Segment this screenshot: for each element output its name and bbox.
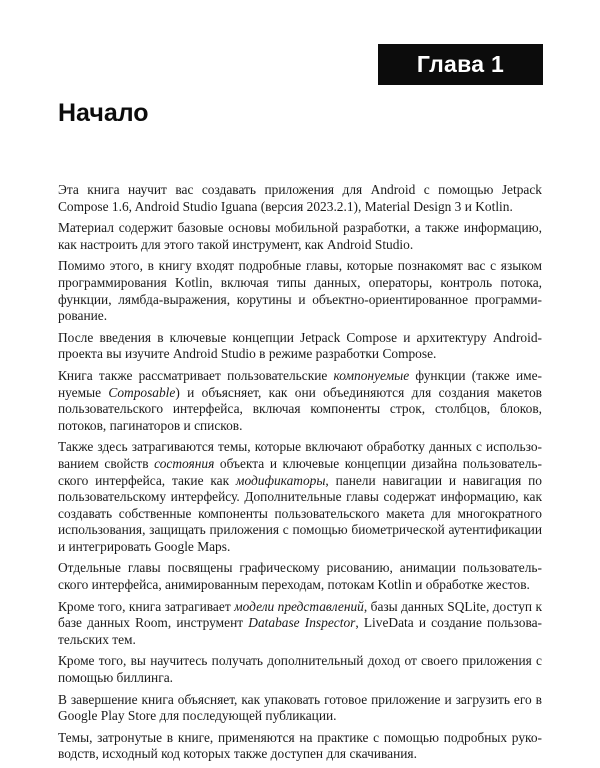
paragraph-state-part3: , панели навигации и навигация по пользовательскому интерфейсу. Дополнительные главы содержат информацию, как создавать собственные компоненты пользовательского макета для многократного использования, защищать приложения с помощью биометрической аутентификации и интегрировать Google Maps. (58, 472, 542, 554)
chapter-label: Глава 1 (378, 44, 543, 85)
paragraph-viewmodels-part3: , LiveData и создание пользовательских тем. (58, 615, 543, 647)
paragraph-intro: Эта книга научит вас создавать приложения для Android с помощью Jetpack Compose 1.6, Android Studio Iguana (версия 2023.2.1), Material Design 3 и Kotlin. (58, 182, 542, 214)
paragraph-state-part2: объекта и ключевые концепции дизайна пользовательского интерфейса, такие как (58, 455, 542, 488)
paragraph-state-part1: Также здесь затрагиваются темы, которые включают обработку данных с использованием свойств (58, 439, 542, 471)
paragraph-viewmodels-part1: Кроме того, книга затрагивает (58, 598, 235, 614)
term-modifiers: модификаторы (235, 472, 326, 488)
term-state: состояния (154, 455, 215, 471)
paragraph-composables-part3: ) и объясняет, как они объединяются для создания макетов пользовательского интерфейса, включая компоненты строк, столбцов, блоков, потоков, пагинаторов и списков. (58, 384, 543, 433)
term-composable-ru: компонуемые (333, 367, 410, 383)
term-database-inspector: Database Inspector (248, 615, 356, 631)
paragraph-composables (58, 368, 542, 434)
paragraph-composables-part2: функции (также именуемые (58, 367, 543, 400)
paragraph-publishing: В завершение книга объясняет, как упаковать готовое приложение и загрузить его в Google Play Store для последующей публикации. (58, 691, 542, 724)
paragraph-tutorials: Темы, затронутые в книге, применяются на практике с помощью подробных руководств, исходный код которых также доступен для скачивания. (58, 729, 542, 762)
paragraph-viewmodels-part2: , базы данных SQLite, доступ к базе данных Room, инструмент (58, 598, 542, 631)
paragraph-kotlin: Помимо этого, в книгу входят подробные главы, которые познакомят вас с языком программирования Kotlin, включая типы данных, операторы, контроль потока, функции, лямбда-выражения, корутины и объектно-ориентированное программирование. (58, 258, 542, 324)
term-composable-en: Composable (108, 384, 176, 400)
paragraph-graphics: Отдельные главы посвящены графическому рисованию, анимации пользовательского интерфейса, анимированным переходам, потокам Kotlin и обработке жестов. (58, 560, 542, 593)
paragraph-state (58, 439, 542, 555)
paragraph-billing: Кроме того, вы научитесь получать дополнительный доход от своего приложения с помощью биллинга. (58, 653, 542, 686)
paragraph-compose-intro: После введения в ключевые концепции Jetpack Compose и архитектуру Android-проекта вы изучите Android Studio в режиме разработки Compose. (58, 329, 542, 362)
body-text (58, 182, 542, 768)
term-viewmodels: модели представлений (234, 598, 364, 614)
paragraph-viewmodels (58, 599, 542, 649)
paragraph-material: Материал содержит базовые основы мобильной разработки, а также информацию, как настроить для этого такой инструмент, как Android Studio. (58, 220, 542, 252)
chapter-title: Начало (58, 99, 149, 127)
paragraph-composables-part1: Книга также рассматривает пользовательские (58, 367, 334, 383)
